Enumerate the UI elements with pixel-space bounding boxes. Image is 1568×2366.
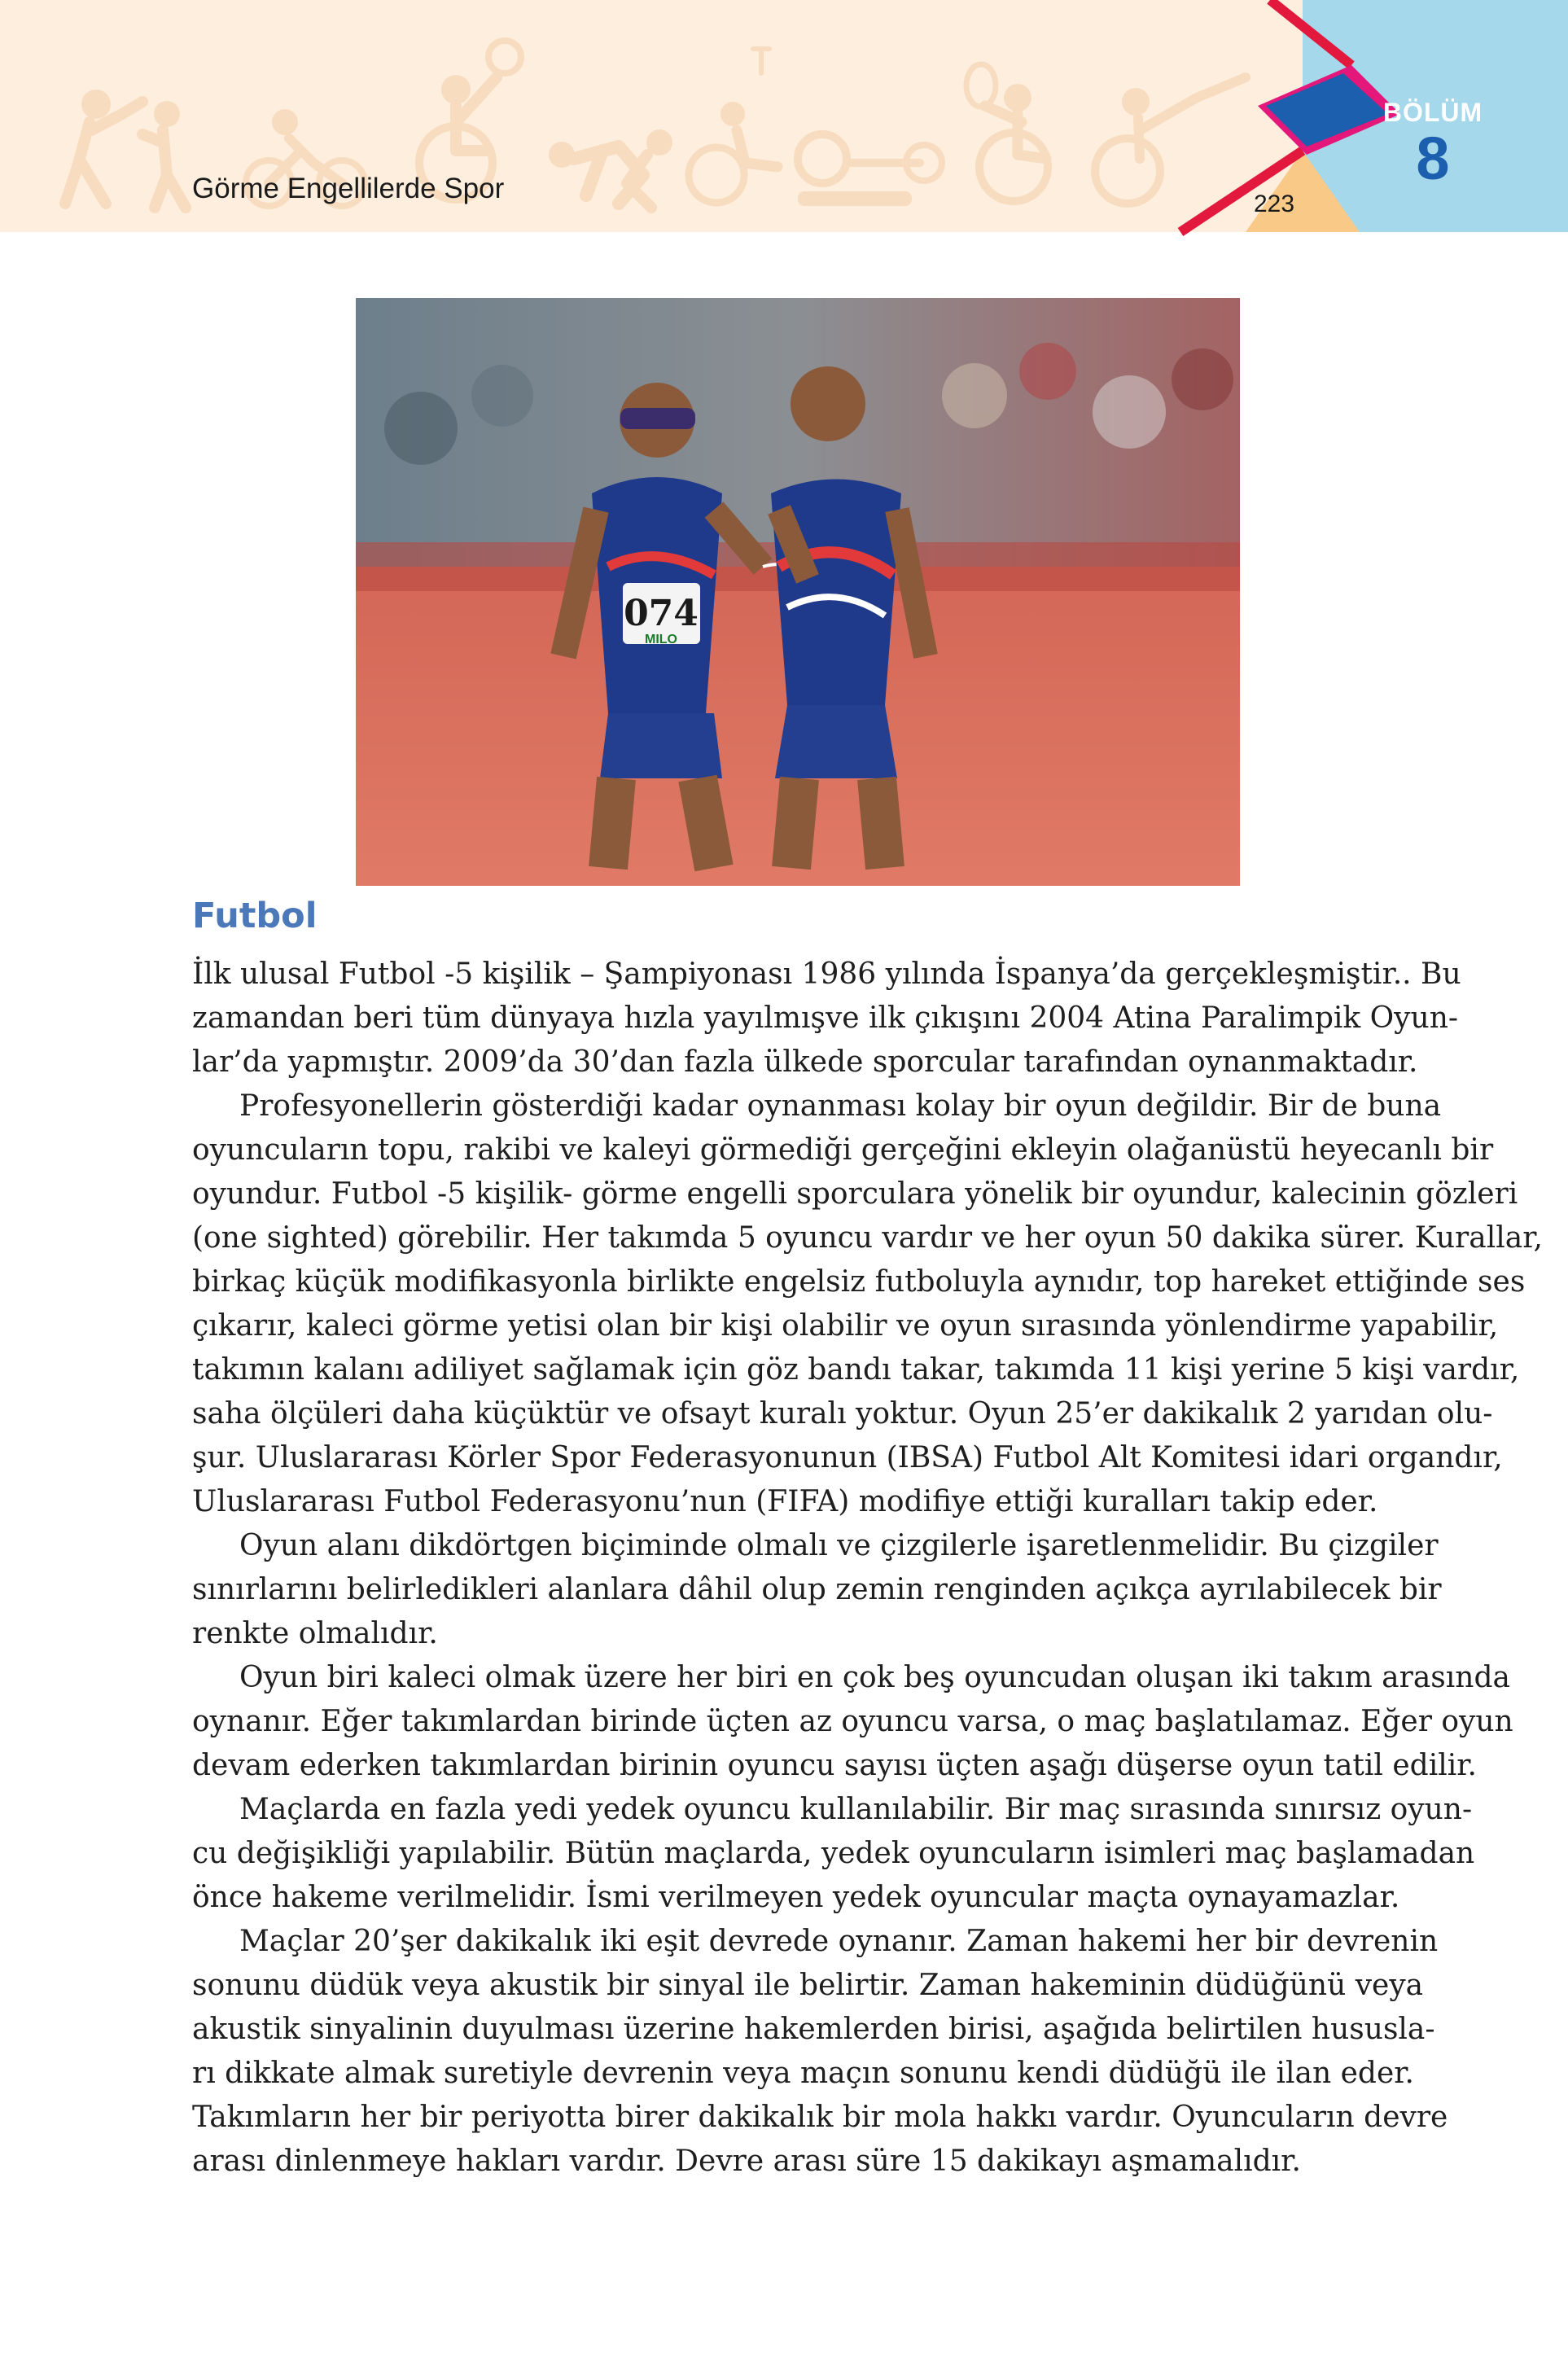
text-line: arası dinlenmeye hakları vardır. Devre arası süre 15 dakikayı aşmamalıdır. [192, 2145, 1301, 2178]
chapter-number: 8 [1416, 125, 1450, 192]
text-line: sonunu düdük veya akustik bir sinyal ile belirtir. Zaman hakeminin düdüğünü veya [192, 1969, 1424, 2002]
text-line: takımın kalanı adiliyet sağlamak için göz bandı takar, takımda 11 kişi yerine 5 kişi vardır, [192, 1353, 1520, 1387]
text-line: Takımların her bir periyotta birer dakikalık bir mola hakkı vardır. Oyuncuların devre [192, 2101, 1448, 2134]
text-line: cu değişikliği yapılabilir. Bütün maçlarda, yedek oyuncuların isimleri maç başlamadan [192, 1837, 1475, 1870]
running-title: Görme Engellilerde Spor [192, 173, 505, 204]
text-line: oyuncuların topu, rakibi ve kaleyi görmediği gerçeğini ekleyin olağanüstü heyecanlı bir [192, 1133, 1494, 1167]
text-line: önce hakeme verilmelidir. İsmi verilmeyen yedek oyuncular maçta oynayamazlar. [192, 1881, 1400, 1914]
page-number: 223 [1253, 191, 1295, 217]
chapter-corner-graphic [0, 0, 1568, 232]
text-line: akustik sinyalinin duyulması üzerine hakemlerden birisi, aşağıda belirtilen hususla- [192, 2013, 1435, 2046]
text-line: Profesyonellerin gösterdiği kadar oynanması kolay bir oyun değildir. Bir de buna [239, 1089, 1442, 1123]
chapter-label: BÖLÜM [1382, 98, 1483, 127]
text-line: Oyun alanı dikdörtgen biçiminde olmalı ve çizgilerle işaretlenmelidir. Bu çizgiler [239, 1529, 1439, 1562]
text-line: zamandan beri tüm dünyaya hızla yayılmışve ilk çıkışını 2004 Atina Paralimpik Oyun- [192, 1001, 1459, 1035]
text-line: Uluslararası Futbol Federasyonu’nun (FIFA) modifiye ettiği kuralları takip eder. [192, 1485, 1378, 1518]
text-line: şur. Uluslararası Körler Spor Federasyonunun (IBSA) Futbol Alt Komitesi idari organdır, [192, 1441, 1503, 1474]
text-line: rı dikkate almak suretiyle devrenin veya maçın sonunu kendi düdüğü ile ilan eder. [192, 2057, 1414, 2090]
text-line: Maçlar 20’şer dakikalık iki eşit devrede oynanır. Zaman hakemi her bir devrenin [239, 1925, 1439, 1958]
text-line: saha ölçüleri daha küçüktür ve ofsayt kuralı yoktur. Oyun 25’er dakikalık 2 yarıdan olu- [192, 1397, 1493, 1431]
text-line: Oyun biri kaleci olmak üzere her biri en çok beş oyuncudan oluşan iki takım arasında [239, 1661, 1510, 1694]
text-line: sınırlarını belirledikleri alanlara dâhil olup zemin renginden açıkça ayrılabilecek bir [192, 1573, 1442, 1606]
section-heading: Futbol [192, 896, 318, 936]
text-line: İlk ulusal Futbol -5 kişilik – Şampiyonası 1986 yılında İspanya’da gerçekleşmiştir.. Bu [192, 957, 1461, 991]
text-line: Maçlarda en fazla yedi yedek oyuncu kullanılabilir. Bir maç sırasında sınırsız oyun- [239, 1793, 1473, 1826]
bib-sponsor: MILO [645, 633, 677, 646]
two-runners-photo [356, 298, 1240, 886]
text-line: birkaç küçük modifikasyonla birlikte engelsiz futboluyla aynıdır, top hareket ettiğinde ses [192, 1265, 1526, 1299]
text-line: (one sighted) görebilir. Her takımda 5 oyuncu vardır ve her oyun 50 dakika sürer. Kurallar, [192, 1221, 1543, 1255]
text-line: lar’da yapmıştır. 2009’da 30’dan fazla ülkede sporcular tarafından oynanmaktadır. [192, 1045, 1418, 1079]
body-text [192, 953, 1543, 2184]
text-line: oyundur. Futbol -5 kişilik- görme engelli sporculara yönelik bir oyundur, kalecinin gözleri [192, 1177, 1518, 1211]
bib-number: 074 [624, 593, 699, 634]
page-header [0, 0, 1568, 232]
text-line: oynanır. Eğer takımlardan birinde üçten az oyuncu varsa, o maç başlatılamaz. Eğer oyun [192, 1705, 1513, 1738]
text-line: renkte olmalıdır. [192, 1617, 438, 1650]
text-line: devam ederken takımlardan birinin oyuncu sayısı üçten aşağı düşerse oyun tatil edilir. [192, 1749, 1477, 1782]
text-line: çıkarır, kaleci görme yetisi olan bir kişi olabilir ve oyun sırasında yönlendirme yapabilir, [192, 1309, 1499, 1343]
